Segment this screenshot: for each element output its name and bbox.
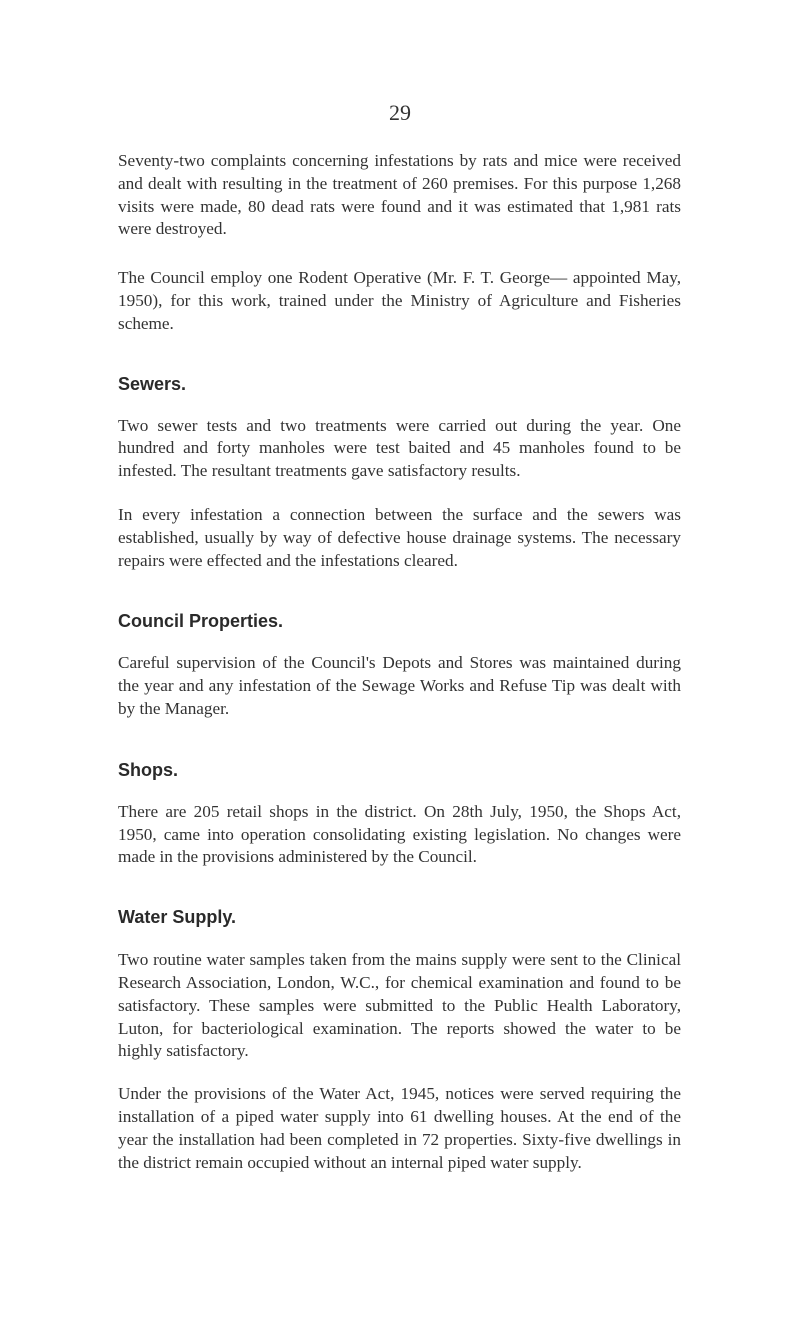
paragraph-sewers-connection: In every infestation a connection between the surface and the sewers was established, usually by way of defective house drainage systems. The necessary repairs were effected and the infestations cleared. [118, 504, 681, 570]
heading-shops: Shops. [118, 759, 179, 780]
heading-water-supply: Water Supply. [118, 907, 237, 928]
heading-sewers: Sewers. [118, 373, 187, 394]
paragraph-sewers-tests: Two sewer tests and two treatments were carried out during the year. One hundred and forty manholes were test baited and 45 manholes found to be infested. The resultant treatments gave satisfactory results. [118, 415, 681, 481]
paragraph-water-act: Under the provisions of the Water Act, 1945, notices were served requiring the installation of a piped water supply into 61 dwelling houses. At the end of the year the installation had been completed in 72 properties. Sixty-five dwellings in the district remain occupied without an internal piped water supply. [118, 1084, 681, 1172]
paragraph-water-samples: Two routine water samples taken from the mains supply were sent to the Clinical Research Association, London, W.C., for chemical examination and found to be satisfactory. These samples were submitted to the Public Health Laboratory, Luton, for bacteriological examination. The reports showed the water to be highly satisfactory. [118, 950, 681, 1061]
heading-council-properties: Council Properties. [118, 611, 284, 632]
page-body [118, 150, 681, 1174]
paragraph-rats-complaints: Seventy-two complaints concerning infestations by rats and mice were received and dealt with resulting in the treatment of 260 premises. For this purpose 1,268 visits were made, 80 dead rats were found and it was estimated that 1,981 rats were destroyed. [118, 151, 681, 239]
paragraph-council-properties: Careful supervision of the Council's Depots and Stores was maintained during the year and any infestation of the Sewage Works and Refuse Tip was dealt with by the Manager. [118, 653, 681, 718]
paragraph-shops: There are 205 retail shops in the district. On 28th July, 1950, the Shops Act, 1950, came into operation consolidating existing legislation. No changes were made in the provisions administered by the Council. [118, 801, 681, 867]
paragraph-rodent-operative: The Council employ one Rodent Operative (Mr. F. T. George— appointed May, 1950), for this work, trained under the Ministry of Agriculture and Fisheries scheme. [118, 268, 681, 333]
page-number: 29 [389, 100, 411, 125]
